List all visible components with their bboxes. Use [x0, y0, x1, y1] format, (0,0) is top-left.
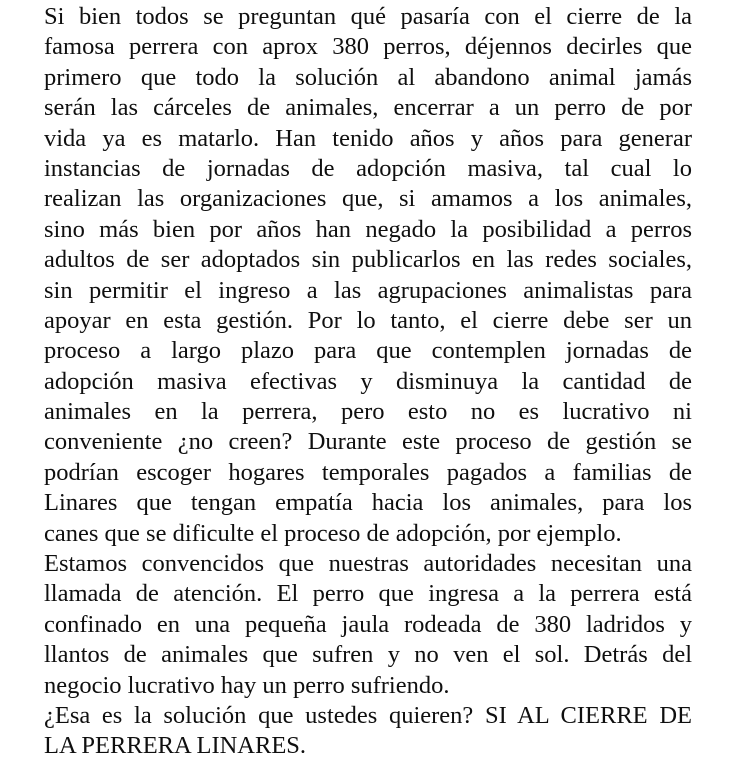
text-line: LA PERRERA LINARES.: [44, 732, 307, 760]
text-line: ¿Esa es la solución que ustedes quieren? SI AL CIERRE DE: [44, 701, 692, 729]
paragraph-3: [44, 701, 692, 762]
text-line: vida ya es matarlo. Han tenido años y años para generar: [44, 124, 692, 152]
text-line: primero que todo la solución al abandono animal jamás: [44, 63, 692, 91]
text-line: famosa perrera con aprox 380 perros, déjennos decirles que: [44, 33, 692, 61]
text-line: sin permitir el ingreso a las agrupaciones animalistas para: [44, 276, 692, 304]
text-line: canes que se dificulte el proceso de adopción, por ejemplo.: [44, 519, 622, 547]
text-line: Si bien todos se preguntan qué pasaría con el cierre de la: [44, 3, 692, 30]
text-line: apoyar en esta gestión. Por lo tanto, el cierre debe ser un: [44, 306, 692, 334]
document-body: [44, 2, 692, 762]
text-line: proceso a largo plazo para que contemplen jornadas de: [44, 337, 692, 365]
text-line: podrían escoger hogares temporales pagados a familias de: [44, 458, 692, 486]
text-line: instancias de jornadas de adopción masiva, tal cual lo: [44, 154, 692, 182]
text-line: realizan las organizaciones que, si amamos a los animales,: [44, 185, 692, 213]
text-line: serán las cárceles de animales, encerrar a un perro de por: [44, 94, 692, 122]
text-line: llamada de atención. El perro que ingresa a la perrera está: [44, 580, 692, 608]
text-line: confinado en una pequeña jaula rodeada de 380 ladridos y: [44, 610, 692, 638]
text-line: sino más bien por años han negado la posibilidad a perros: [44, 215, 692, 243]
text-line: llantos de animales que sufren y no ven el sol. Detrás del: [44, 641, 692, 669]
text-line: negocio lucrativo hay un perro sufriendo.: [44, 671, 450, 699]
text-line: adultos de ser adoptados sin publicarlos en las redes sociales,: [44, 246, 692, 274]
text-line: Estamos convencidos que nuestras autoridades necesitan una: [44, 550, 692, 578]
paragraph-2: [44, 549, 692, 701]
text-line: conveniente ¿no creen? Durante este proceso de gestión se: [44, 428, 692, 456]
text-line: adopción masiva efectivas y disminuya la cantidad de: [44, 367, 692, 395]
text-line: animales en la perrera, pero esto no es lucrativo ni: [44, 398, 692, 426]
paragraph-1: [44, 2, 692, 549]
text-line: Linares que tengan empatía hacia los animales, para los: [44, 489, 692, 517]
